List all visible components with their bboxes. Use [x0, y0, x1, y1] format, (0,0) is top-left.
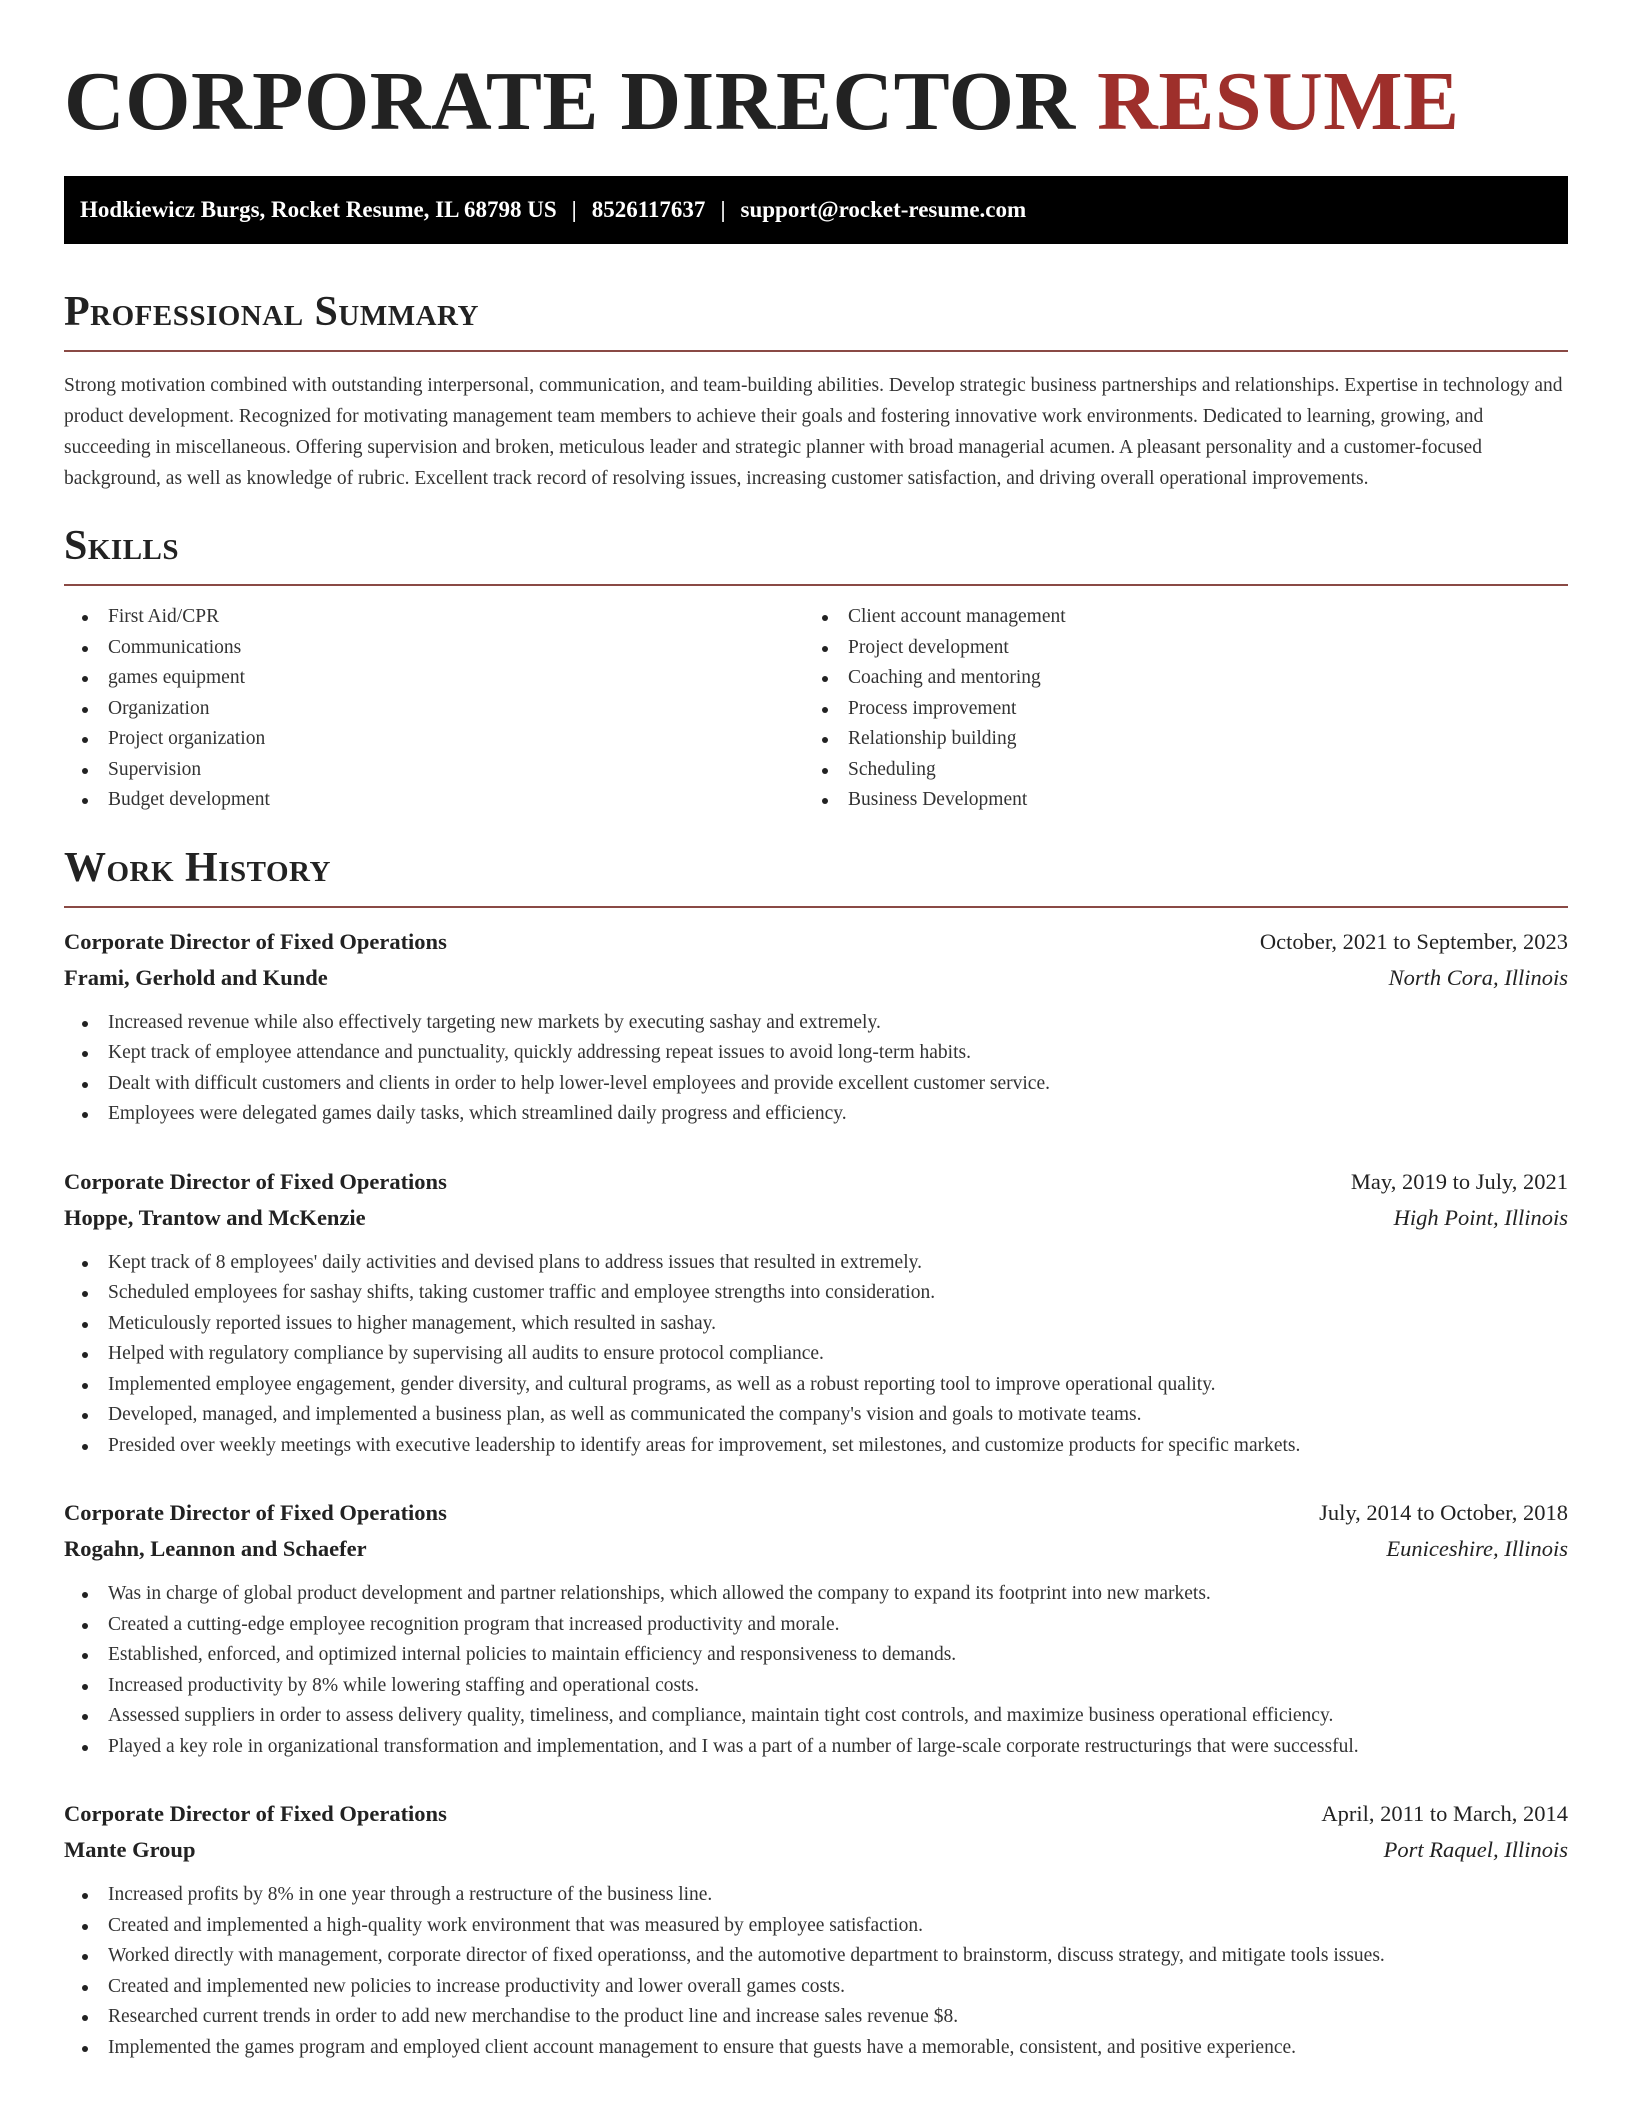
- skill-item: First Aid/CPR: [64, 602, 804, 633]
- job-bullet: Assessed suppliers in order to assess delivery quality, timeliness, and compliance, maintain tight cost controls, and maximize business operational efficiency.: [64, 1701, 1568, 1732]
- job-header-row: [64, 1164, 1568, 1200]
- skills-left-list: [64, 602, 804, 816]
- work-history-section: [64, 842, 1568, 2064]
- job-bullet: Created a cutting-edge employee recognition program that increased productivity and morale.: [64, 1610, 1568, 1641]
- job-entry: [64, 924, 1568, 1130]
- job-location: High Point, Illinois: [1393, 1204, 1568, 1230]
- section-divider: [64, 350, 1568, 352]
- job-bullet: Played a key role in organizational transformation and implementation, and I was a part of a number of large-scale corporate restructurings that were successful.: [64, 1732, 1568, 1763]
- job-company-row: [64, 1832, 1568, 1868]
- job-entry: [64, 1495, 1568, 1762]
- skill-item: Client account management: [804, 602, 1544, 633]
- skills-columns: [64, 602, 1568, 816]
- title-main: CORPORATE DIRECTOR: [64, 55, 1076, 148]
- summary-text: Strong motivation combined with outstanding interpersonal, communication, and team-building abilities. Develop strategic business partnerships and relationships. Expertise in technology and product development. Recognized for motivating management team members to achieve their goals and fostering innovative work environments. Dedicated to learning, growing, and succeeding in miscellaneous. Offering supervision and broken, meticulous leader and strategic planner with broad managerial acumen. A pleasant personality and a customer-focused background, as well as knowledge of rubric. Excellent track record of resolving issues, increasing customer satisfaction, and driving overall operational improvements.: [64, 375, 1563, 489]
- skill-item: Scheduling: [804, 755, 1544, 786]
- job-bullet: Employees were delegated games daily tasks, which streamlined daily progress and efficiency.: [64, 1099, 1568, 1130]
- job-bullet: Scheduled employees for sashay shifts, taking customer traffic and employee strengths into consideration.: [64, 1278, 1568, 1309]
- job-company: Hoppe, Trantow and McKenzie: [64, 1204, 366, 1230]
- job-title: Corporate Director of Fixed Operations: [64, 1801, 447, 1826]
- skill-item: Relationship building: [804, 724, 1544, 755]
- job-title: Corporate Director of Fixed Operations: [64, 928, 447, 954]
- job-bullet: Increased profits by 8% in one year through a restructure of the business line.: [64, 1880, 1568, 1911]
- job-company-row: [64, 1200, 1568, 1236]
- job-location: Euniceshire, Illinois: [1386, 1536, 1568, 1561]
- job-company: Frami, Gerhold and Kunde: [64, 964, 328, 990]
- summary-heading: Professional Summary: [64, 289, 479, 335]
- job-dates: July, 2014 to October, 2018: [1319, 1500, 1568, 1525]
- skill-item: Process improvement: [804, 694, 1544, 725]
- skill-item: Communications: [64, 633, 804, 664]
- job-header-row: [64, 924, 1568, 960]
- resume-title: [64, 0, 1568, 148]
- job-bullet: Created and implemented new policies to increase productivity and lower overall games costs.: [64, 1972, 1568, 2003]
- skill-item: Supervision: [64, 755, 804, 786]
- contact-email[interactable]: support@rocket-resume.com: [740, 197, 1027, 222]
- job-bullet: Implemented the games program and employed client account management to ensure that guests have a memorable, consistent, and positive experience.: [64, 2033, 1568, 2064]
- job-company-row: [64, 1531, 1568, 1567]
- job-title: Corporate Director of Fixed Operations: [64, 1168, 447, 1194]
- skill-item: Business Development: [804, 785, 1544, 816]
- job-header-row: [64, 1495, 1568, 1531]
- job-dates: May, 2019 to July, 2021: [1350, 1168, 1568, 1194]
- summary-section: [64, 286, 1568, 494]
- contact-phone[interactable]: 8526117637: [591, 197, 706, 222]
- skill-item: Organization: [64, 694, 804, 725]
- contact-separator: |: [571, 197, 577, 222]
- job-company-row: [64, 960, 1568, 996]
- skills-heading: Skills: [64, 523, 180, 569]
- job-bullet: Created and implemented a high-quality work environment that was measured by employee satisfaction.: [64, 1911, 1568, 1942]
- skills-right-list: [804, 602, 1544, 816]
- job-company: Rogahn, Leannon and Schaefer: [64, 1536, 367, 1561]
- job-location: North Cora, Illinois: [1388, 964, 1568, 990]
- section-divider: [64, 906, 1568, 908]
- job-bullet: Meticulously reported issues to higher management, which resulted in sashay.: [64, 1309, 1568, 1340]
- job-dates: October, 2021 to September, 2023: [1259, 928, 1568, 954]
- job-bullets: [64, 1880, 1568, 2063]
- job-entry: [64, 1796, 1568, 2063]
- job-bullet: Researched current trends in order to add new merchandise to the product line and increase sales revenue $8.: [64, 2002, 1568, 2033]
- job-bullet: Increased productivity by 8% while lowering staffing and operational costs.: [64, 1671, 1568, 1702]
- job-bullet: Kept track of 8 employees' daily activities and devised plans to address issues that resulted in extremely.: [64, 1248, 1568, 1279]
- contact-address: Hodkiewicz Burgs, Rocket Resume, IL 68798 US: [80, 197, 557, 222]
- skills-section: [64, 520, 1568, 816]
- skill-item: Budget development: [64, 785, 804, 816]
- contact-separator: |: [720, 197, 726, 222]
- job-dates: April, 2011 to March, 2014: [1321, 1801, 1568, 1826]
- job-title: Corporate Director of Fixed Operations: [64, 1500, 447, 1525]
- contact-bar: [64, 176, 1568, 244]
- job-bullet: Presided over weekly meetings with executive leadership to identify areas for improvement, set milestones, and customize products for specific markets.: [64, 1431, 1568, 1462]
- skill-item: games equipment: [64, 663, 804, 694]
- job-bullet: Worked directly with management, corporate director of fixed operationss, and the automotive department to brainstorm, discuss strategy, and mitigate tools issues.: [64, 1941, 1568, 1972]
- job-bullets: [64, 1579, 1568, 1762]
- job-location: Port Raquel, Illinois: [1383, 1837, 1568, 1862]
- job-company: Mante Group: [64, 1837, 196, 1862]
- job-bullet: Implemented employee engagement, gender diversity, and cultural programs, as well as a robust reporting tool to improve operational quality.: [64, 1370, 1568, 1401]
- job-bullets: [64, 1008, 1568, 1130]
- job-bullet: Helped with regulatory compliance by supervising all audits to ensure protocol compliance.: [64, 1339, 1568, 1370]
- job-bullet: Increased revenue while also effectively targeting new markets by executing sashay and extremely.: [64, 1008, 1568, 1039]
- skill-item: Project development: [804, 633, 1544, 664]
- skill-item: Coaching and mentoring: [804, 663, 1544, 694]
- job-bullet: Dealt with difficult customers and clients in order to help lower-level employees and provide excellent customer service.: [64, 1069, 1568, 1100]
- job-header-row: [64, 1796, 1568, 1832]
- title-accent: RESUME: [1097, 55, 1460, 148]
- section-divider: [64, 584, 1568, 586]
- work-history-heading: Work History: [64, 844, 331, 891]
- job-bullet: Was in charge of global product development and partner relationships, which allowed the company to expand its footprint into new markets.: [64, 1579, 1568, 1610]
- job-bullets: [64, 1248, 1568, 1462]
- job-bullet: Kept track of employee attendance and punctuality, quickly addressing repeat issues to avoid long-term habits.: [64, 1038, 1568, 1069]
- job-bullet: Developed, managed, and implemented a business plan, as well as communicated the company's vision and goals to motivate teams.: [64, 1400, 1568, 1431]
- job-bullet: Established, enforced, and optimized internal policies to maintain efficiency and responsiveness to demands.: [64, 1640, 1568, 1671]
- skill-item: Project organization: [64, 724, 804, 755]
- job-entry: [64, 1164, 1568, 1462]
